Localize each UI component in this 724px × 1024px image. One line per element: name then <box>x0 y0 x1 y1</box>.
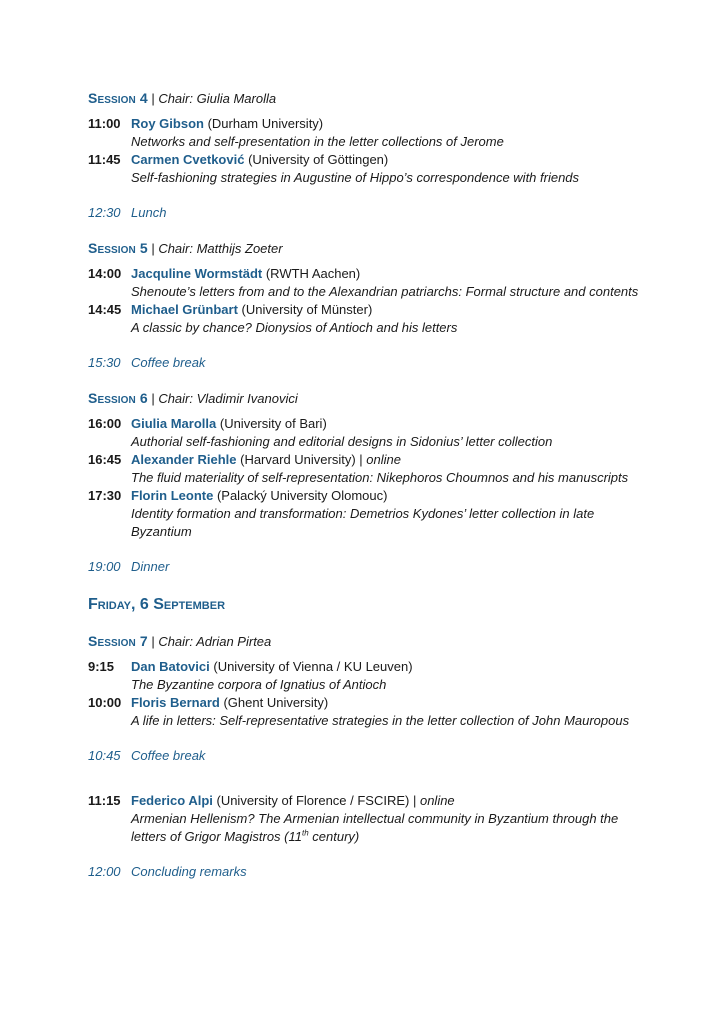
speaker-affiliation: (University of Vienna / KU Leuven) <box>209 659 413 674</box>
session-heading <box>88 389 648 408</box>
speaker-name: Giulia Marolla <box>131 416 217 431</box>
break-item <box>88 747 648 765</box>
talk-time: 14:00 <box>88 266 122 281</box>
speaker-name: Jacquline Wormstädt <box>131 266 263 281</box>
talk-title: Armenian Hellenism? The Armenian intellectual community in Byzantium through the letters of Grigor Magistros (11th century) <box>131 811 619 844</box>
speaker-name: Michael Grünbart <box>131 302 238 317</box>
talk-item <box>88 301 648 337</box>
talk-item <box>88 694 648 730</box>
session-7 <box>88 632 648 792</box>
programme-page <box>88 89 648 881</box>
session-heading <box>88 89 648 108</box>
talk-item <box>88 265 648 301</box>
session-chair: Chair: Matthijs Zoeter <box>158 241 283 256</box>
talk-item <box>88 115 648 151</box>
closing-item <box>88 863 648 881</box>
session-label: Session 7 <box>88 633 148 649</box>
separator: | <box>147 241 159 256</box>
session-heading <box>88 239 648 258</box>
talk-time: 11:00 <box>88 116 121 131</box>
speaker-affiliation: (Ghent University) <box>219 695 329 710</box>
speaker-name: Dan Batovici <box>131 659 210 674</box>
talk-time: 17:30 <box>88 488 122 503</box>
session-label: Session 6 <box>88 390 148 406</box>
speaker-affiliation: (University of Göttingen) <box>244 152 389 167</box>
speaker-name: Carmen Cvetković <box>131 152 245 167</box>
day-heading: Friday, 6 September <box>88 596 226 613</box>
talk-time: 14:45 <box>88 302 122 317</box>
title-superscript: th <box>301 828 309 838</box>
separator: | <box>147 391 159 406</box>
break-label: Coffee break <box>131 748 206 763</box>
talk-title: Networks and self-presentation in the letter collections of Jerome <box>131 134 504 149</box>
talk-title: Shenoute’s letters from and to the Alexandrian patriarchs: Formal structure and contents <box>131 284 639 299</box>
speaker-affiliation: (Harvard University) | <box>236 452 367 467</box>
talk-item <box>88 658 648 694</box>
talk-item <box>88 451 648 487</box>
talk-time: 10:00 <box>88 695 122 710</box>
speaker-name: Alexander Riehle <box>131 452 237 467</box>
separator: | <box>147 634 159 649</box>
talk-item <box>88 151 648 187</box>
break-item <box>88 204 648 222</box>
talk-title: A life in letters: Self-representative strategies in the letter collection of John Mauropous <box>131 713 630 728</box>
talk-title: Authorial self-fashioning and editorial designs in Sidonius’ letter collection <box>131 434 553 449</box>
talk-time: 11:45 <box>88 152 121 167</box>
session-chair: Chair: Giulia Marolla <box>158 91 277 106</box>
talk-title: Self-fashioning strategies in Augustine of Hippo’s correspondence with friends <box>131 170 580 185</box>
break-time: 12:00 <box>88 864 121 879</box>
talk-item <box>88 792 648 846</box>
speaker-affiliation: (University of Florence / FSCIRE) | <box>212 793 420 808</box>
session-label: Session 5 <box>88 240 148 256</box>
speaker-name: Florin Leonte <box>131 488 214 503</box>
separator: | <box>147 91 159 106</box>
speaker-name: Federico Alpi <box>131 793 213 808</box>
speaker-affiliation: (University of Bari) <box>216 416 327 431</box>
speaker-name: Floris Bernard <box>131 695 220 710</box>
talk-time: 11:15 <box>88 793 121 808</box>
break-item <box>88 354 648 372</box>
talk-title: The fluid materiality of self-representation: Nikephoros Choumnos and his manuscripts <box>131 470 629 485</box>
break-time: 15:30 <box>88 355 121 370</box>
talk-time: 16:45 <box>88 452 122 467</box>
talk-item <box>88 415 648 451</box>
break-item <box>88 558 648 576</box>
session-chair: Chair: Vladimir Ivanovici <box>158 391 298 406</box>
break-time: 10:45 <box>88 748 121 763</box>
speaker-affiliation: (RWTH Aachen) <box>262 266 361 281</box>
talk-title: The Byzantine corpora of Ignatius of Antioch <box>131 677 387 692</box>
speaker-name: Roy Gibson <box>131 116 204 131</box>
talk-title: A classic by chance? Dionysios of Antioch and his letters <box>131 320 458 335</box>
talk-time: 9:15 <box>88 659 115 674</box>
session-heading <box>88 632 648 651</box>
session-chair: Chair: Adrian Pirtea <box>158 634 272 649</box>
break-label: Concluding remarks <box>131 864 247 879</box>
talk-time: 16:00 <box>88 416 122 431</box>
break-time: 19:00 <box>88 559 121 574</box>
online-note: online <box>419 793 455 808</box>
speaker-affiliation: (Durham University) <box>203 116 324 131</box>
talk-item <box>88 487 648 541</box>
talk-title: Identity formation and transformation: Demetrios Kydones’ letter collection in late Byzantium <box>131 506 595 539</box>
break-label: Lunch <box>131 205 167 220</box>
speaker-affiliation: (University of Münster) <box>237 302 373 317</box>
session-label: Session 4 <box>88 90 148 106</box>
break-time: 12:30 <box>88 205 121 220</box>
break-label: Coffee break <box>131 355 206 370</box>
speaker-affiliation: (Palacký University Olomouc) <box>213 488 388 503</box>
online-note: online <box>366 452 401 467</box>
break-label: Dinner <box>131 559 170 574</box>
sessions-container <box>88 89 648 595</box>
